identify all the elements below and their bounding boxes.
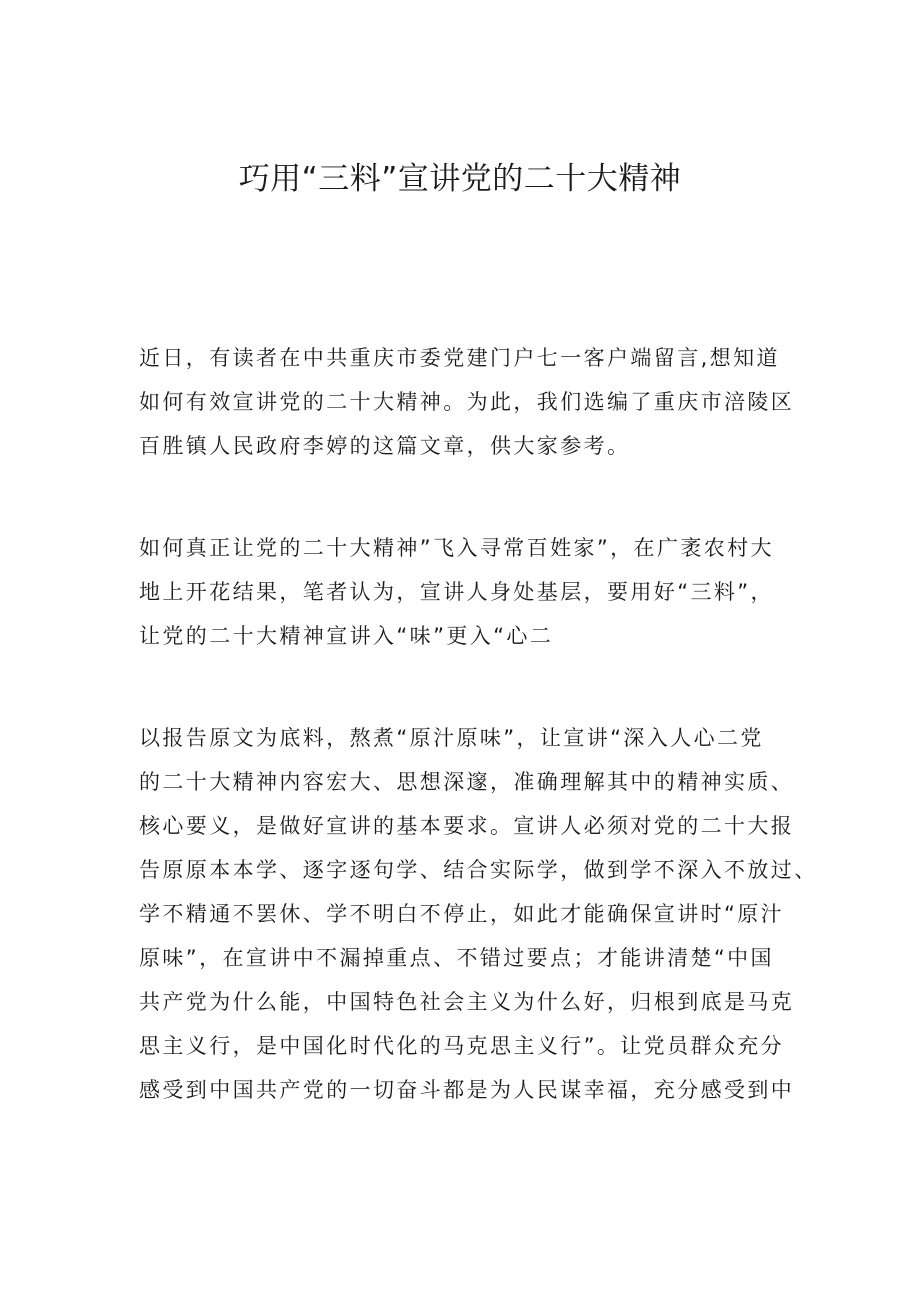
text-line: 地上开花结果，笔者认为，宣讲人身处基层，要用好“三料”， (139, 580, 774, 604)
paragraph-theme (139, 526, 799, 658)
text-line: 核心要义，是做好宣讲的基本要求。宣讲人必须对党的二十大报 (139, 814, 795, 838)
text-line: 感受到中国共产党的一切奋斗都是为人民谋幸福，充分感受到中 (139, 1078, 795, 1102)
paragraph-intro (139, 336, 799, 468)
text-line: 近日，有读者在中共重庆市委党建门户七一客户端留言,想知道 (139, 346, 780, 370)
text-line: 如何真正让党的二十大精神”飞入寻常百姓家”，在广袤农村大 (139, 536, 774, 560)
text-line: 的二十大精神内容宏大、思想深邃，准确理解其中的精神实质、 (139, 770, 795, 794)
text-line: 共产党为什么能，中国特色社会主义为什么好，归根到底是马克 (139, 990, 795, 1014)
text-line: 告原原本本学、逐字逐句学、结合实际学，做到学不深入不放过、 (139, 858, 818, 882)
text-line: 学不精通不罢休、学不明白不停止，如此才能确保宣讲时“原汁 (139, 902, 785, 926)
text-line: 以报告原文为底料，熬煮“原汁原味”，让宣讲“深入人心二党 (139, 726, 764, 750)
text-line: 如何有效宣讲党的二十大精神。为此，我们选编了重庆市涪陵区 (139, 390, 795, 414)
text-line: 原味”，在宣讲中不漏掉重点、不错过要点；才能讲清楚“中国 (139, 946, 774, 970)
text-line: 思主义行，是中国化时代化的马克思主义行”。让党员群众充分 (139, 1034, 785, 1058)
paragraph-body (139, 716, 818, 1112)
text-line: 让党的二十大精神宣讲入“味”更入“心二 (139, 624, 554, 648)
page-title: 巧用“三料”宣讲党的二十大精神 (238, 161, 682, 197)
text-line: 百胜镇人民政府李婷的这篇文章，供大家参考。 (139, 434, 631, 458)
